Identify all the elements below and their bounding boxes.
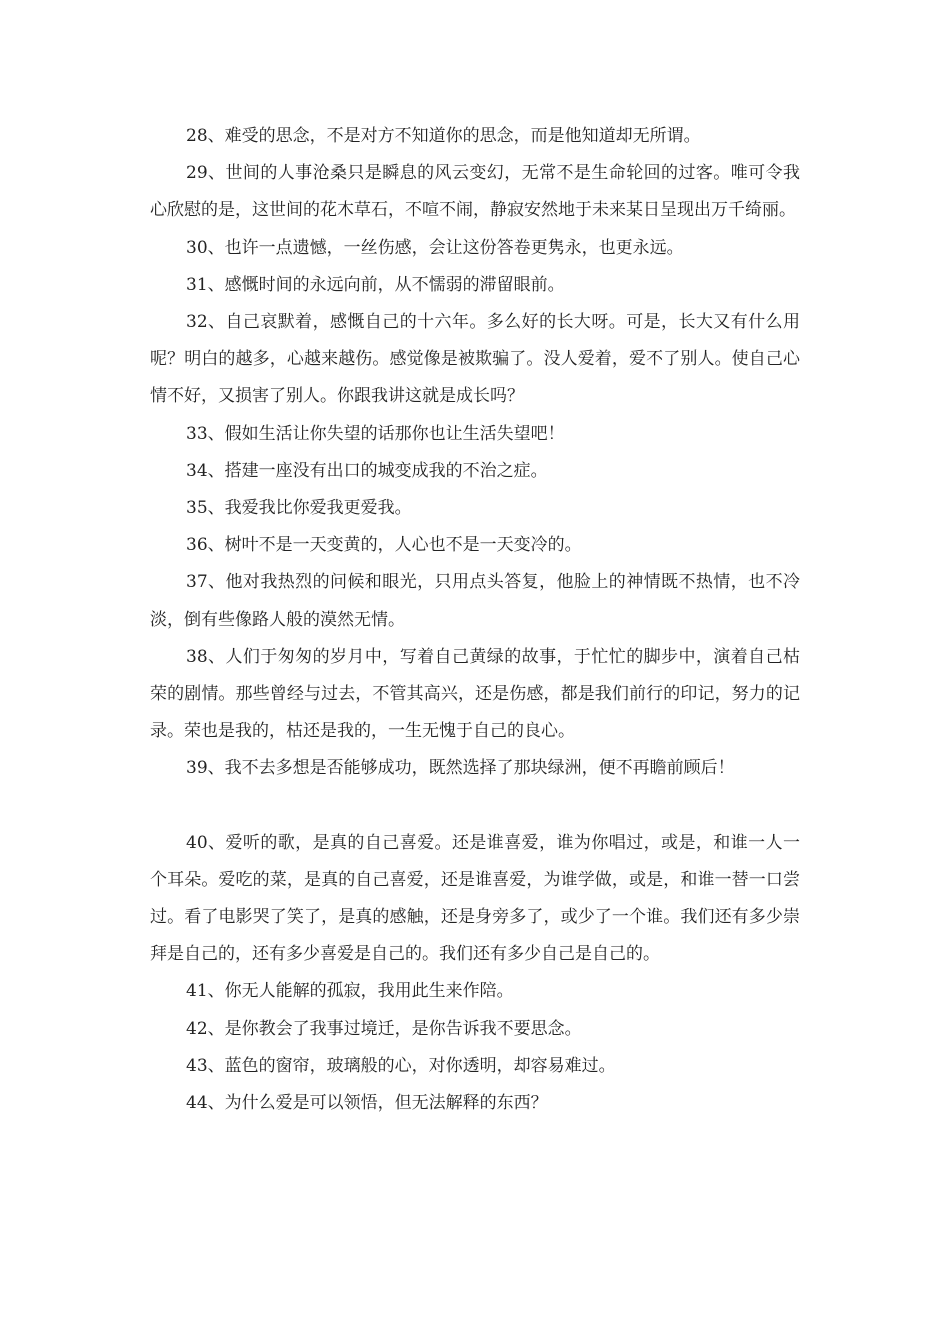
paragraph-44: 44、为什么爱是可以领悟，但无法解释的东西？ [186, 1093, 548, 1114]
paragraph-37: 37、他对我热烈的问候和眼光，只用点头答复，他脸上的神情既不热情，也不冷淡，倒有些像路人般的漠然无情。 [150, 572, 800, 630]
paragraph-43: 43、蓝色的窗帘，玻璃般的心，对你透明，却容易难过。 [186, 1055, 616, 1076]
document-page [150, 118, 800, 1122]
paragraph-33: 33、假如生活让你失望的话那你也让生活失望吧！ [186, 423, 565, 444]
paragraph-40: 40、爱听的歌，是真的自己喜爱。还是谁喜爱，谁为你唱过，或是，和谁一人一个耳朵。爱吃的菜，是真的自己喜爱，还是谁喜爱，为谁学做，或是，和谁一替一口尝过。看了电影哭了笑了，是真的感触，还是身旁多了，或少了一个谁。我们还有多少崇拜是自己的，还有多少喜爱是自己的。我们还有多少自己是自己的。 [150, 832, 800, 965]
paragraph-35: 35、我爱我比你爱我更爱我。 [186, 498, 412, 519]
paragraph-29: 29、世间的人事沧桑只是瞬息的风云变幻，无常不是生命轮回的过客。唯可令我心欣慰的是，这世间的花木草石，不喧不闹，静寂安然地于未来某日呈现出万千绮丽。 [150, 163, 800, 221]
paragraph-36: 36、树叶不是一天变黄的，人心也不是一天变冷的。 [186, 535, 582, 556]
paragraph-32: 32、自己哀默着，感慨自己的十六年。多么好的长大呀。可是，长大又有什么用呢？明白的越多，心越来越伤。感觉像是被欺骗了。没人爱着，爱不了别人。使自己心情不好，又损害了别人。你跟我讲这就是成长吗？ [150, 312, 800, 407]
paragraph-30: 30、也许一点遗憾，一丝伤感，会让这份答卷更隽永，也更永远。 [186, 237, 684, 258]
paragraph-34: 34、搭建一座没有出口的城变成我的不治之症。 [186, 460, 548, 481]
paragraph-41: 41、你无人能解的孤寂，我用此生来作陪。 [186, 981, 514, 1002]
paragraph-38: 38、人们于匆匆的岁月中，写着自己黄绿的故事，于忙忙的脚步中，演着自己枯荣的剧情。那些曾经与过去，不管其高兴，还是伤感，都是我们前行的印记，努力的记录。荣也是我的，枯还是我的，一生无愧于自己的良心。 [150, 646, 800, 742]
paragraph-42: 42、是你教会了我事过境迁，是你告诉我不要思念。 [186, 1018, 582, 1039]
paragraph-spacer [150, 788, 800, 825]
paragraph-39: 39、我不去多想是否能够成功，既然选择了那块绿洲，便不再瞻前顾后！ [186, 758, 735, 779]
paragraph-31: 31、感慨时间的永远向前，从不懦弱的滞留眼前。 [186, 274, 565, 295]
paragraph-28: 28、难受的思念，不是对方不知道你的思念，而是他知道却无所谓。 [186, 126, 701, 146]
